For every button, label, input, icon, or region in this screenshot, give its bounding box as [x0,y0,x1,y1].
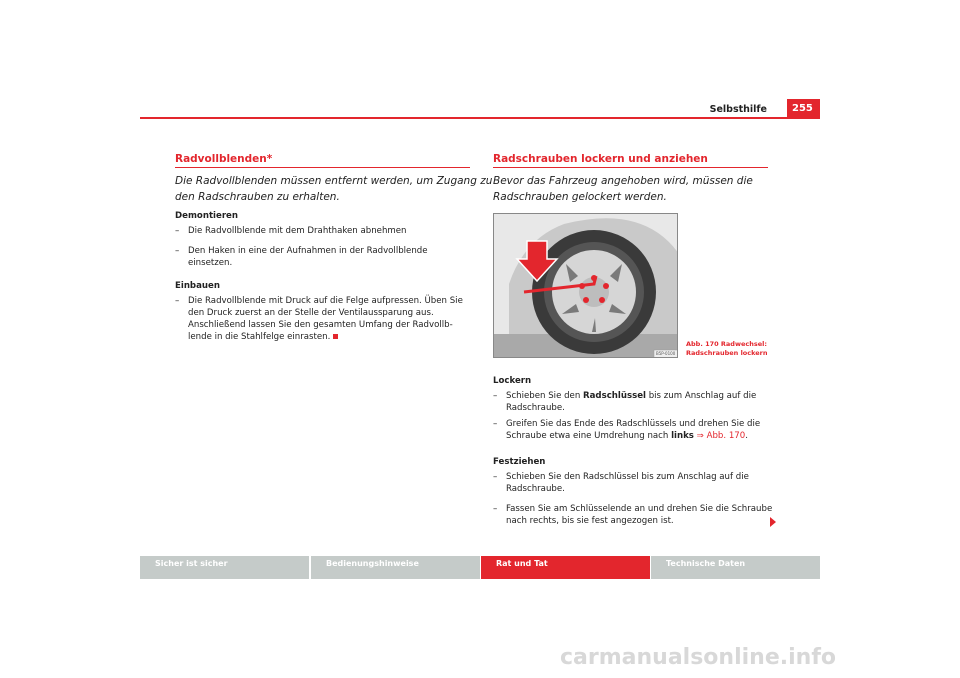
heading-rule [175,167,470,168]
subheading-festziehen: Festziehen [493,457,546,467]
list-item: – Die Radvollblende mit dem Drahthaken abnehmen [175,226,407,236]
tab-rat-und-tat[interactable]: Rat und Tat [481,556,650,579]
list-item: – Die Radvollblende mit Druck auf die Felge aufpressen. Üben Sie den Druck zuerst an der Stelle der Ventilaussparung aus. Anschließend lassen Sie den gesamten Umfang der Radvollb- lende in die Stahlfelge einrasten. [175,296,463,342]
next-page-arrow-icon[interactable] [770,517,776,527]
subheading-lockern: Lockern [493,376,532,386]
list-item: – Den Haken in eine der Aufnahmen in der Radvollblende einsetzen. [175,246,428,268]
figure-code: B5P-0100 [656,351,676,356]
intro-line: Die Radvollblenden müssen entfernt werden, um Zugang zu [175,175,493,187]
subheading-einbauen: Einbauen [175,281,220,291]
tab-bedienungshinweise[interactable]: Bedienungshinweise [311,556,480,579]
list-item: – Schieben Sie den Radschlüssel bis zum Anschlag auf die Radschraube. [493,472,749,494]
intro-line: den Radschrauben zu erhalten. [175,191,340,203]
figure-caption: Abb. 170 Radwechsel: Radschrauben lockern [686,340,768,357]
end-marker-icon [333,334,338,339]
wheel-figure [493,213,678,358]
intro-line: Bevor das Fahrzeug angehoben wird, müssen die [493,175,753,187]
intro-line: Radschrauben gelockert werden. [493,191,667,203]
section-title: Selbsthilfe [709,104,767,115]
list-item: – Fassen Sie am Schlüsselende an und drehen Sie die Schraube nach rechts, bis sie fest angezogen ist. [493,504,773,526]
tab-technische-daten[interactable]: Technische Daten [651,556,820,579]
heading-rule [493,167,768,168]
section-heading-radschrauben: Radschrauben lockern und anziehen [493,153,708,165]
page-number: 255 [787,99,820,118]
header-rule [140,117,820,119]
subheading-demontieren: Demontieren [175,211,239,221]
section-heading-radvollblenden: Radvollblenden* [175,153,273,165]
watermark: carmanualsonline.info [560,645,836,670]
list-item: – Greifen Sie das Ende des Radschlüssels und drehen Sie die Schraube etwa eine Umdrehung nach links ⇒ Abb. 170. [493,419,761,441]
tab-sicher-ist-sicher[interactable]: Sicher ist sicher [140,556,309,579]
list-item: – Schieben Sie den Radschlüssel bis zum Anschlag auf die Radschraube. [493,391,757,413]
figure-link[interactable]: ⇒ Abb. 170 [693,431,746,441]
